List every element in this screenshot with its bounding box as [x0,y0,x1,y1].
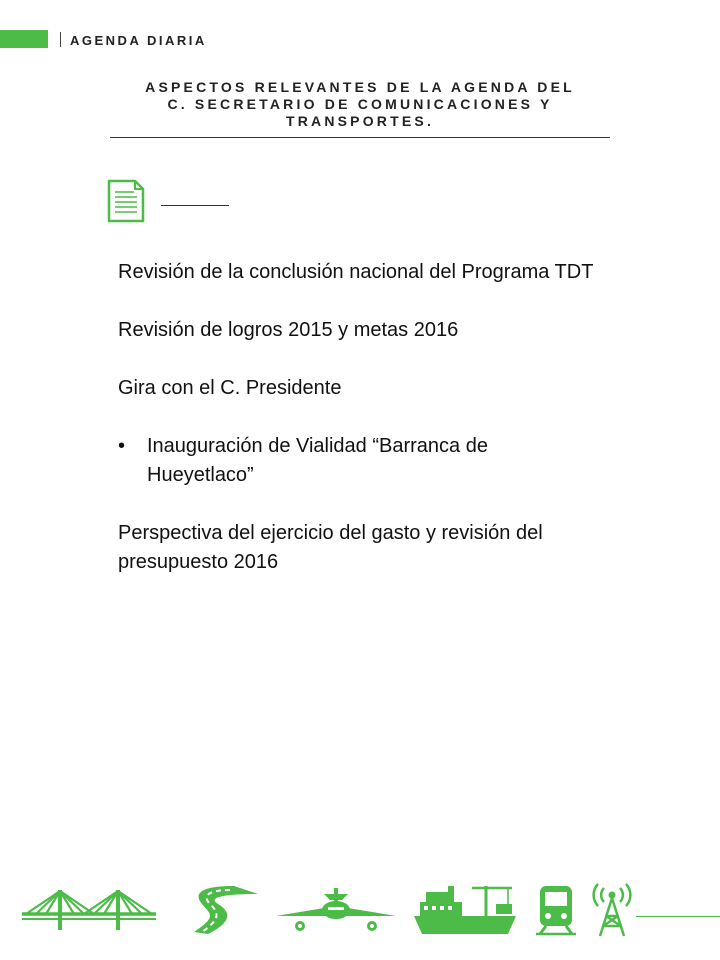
title-line-1: ASPECTOS RELEVANTES DE LA AGENDA DEL [145,79,575,95]
page-title [110,79,610,130]
road-icon [174,884,260,936]
icon-divider [161,205,229,206]
bullet-text-line-1: Inauguración de Vialidad “Barranca de [147,435,488,457]
ship-icon [412,882,518,936]
antenna-icon [592,882,632,938]
bridge-icon [22,886,156,934]
bullet-text [147,432,488,490]
title-divider [110,137,610,138]
agenda-item: Revisión de logros 2015 y metas 2016 [118,319,459,341]
section-label: AGENDA DIARIA [70,33,207,48]
agenda-content [118,258,608,606]
bullet-text-line-2: Hueyetlaco” [147,464,254,486]
title-line-2: C. SECRETARIO DE COMUNICACIONES Y [167,96,553,112]
train-icon [536,884,576,936]
agenda-item: Revisión de la conclusión nacional del Programa TDT [118,261,594,283]
agenda-item: Perspectiva del ejercicio del gasto y revisión del presupuesto 2016 [118,522,543,573]
footer-divider [636,916,720,917]
header-separator [60,32,61,47]
header-accent-bar [0,30,48,48]
bullet-marker: • [118,435,126,457]
title-line-3: TRANSPORTES. [285,113,435,129]
bullet-item [118,432,608,490]
agenda-item: Gira con el C. Presidente [118,377,342,399]
document-icon [106,179,146,223]
airplane-icon [276,886,396,934]
